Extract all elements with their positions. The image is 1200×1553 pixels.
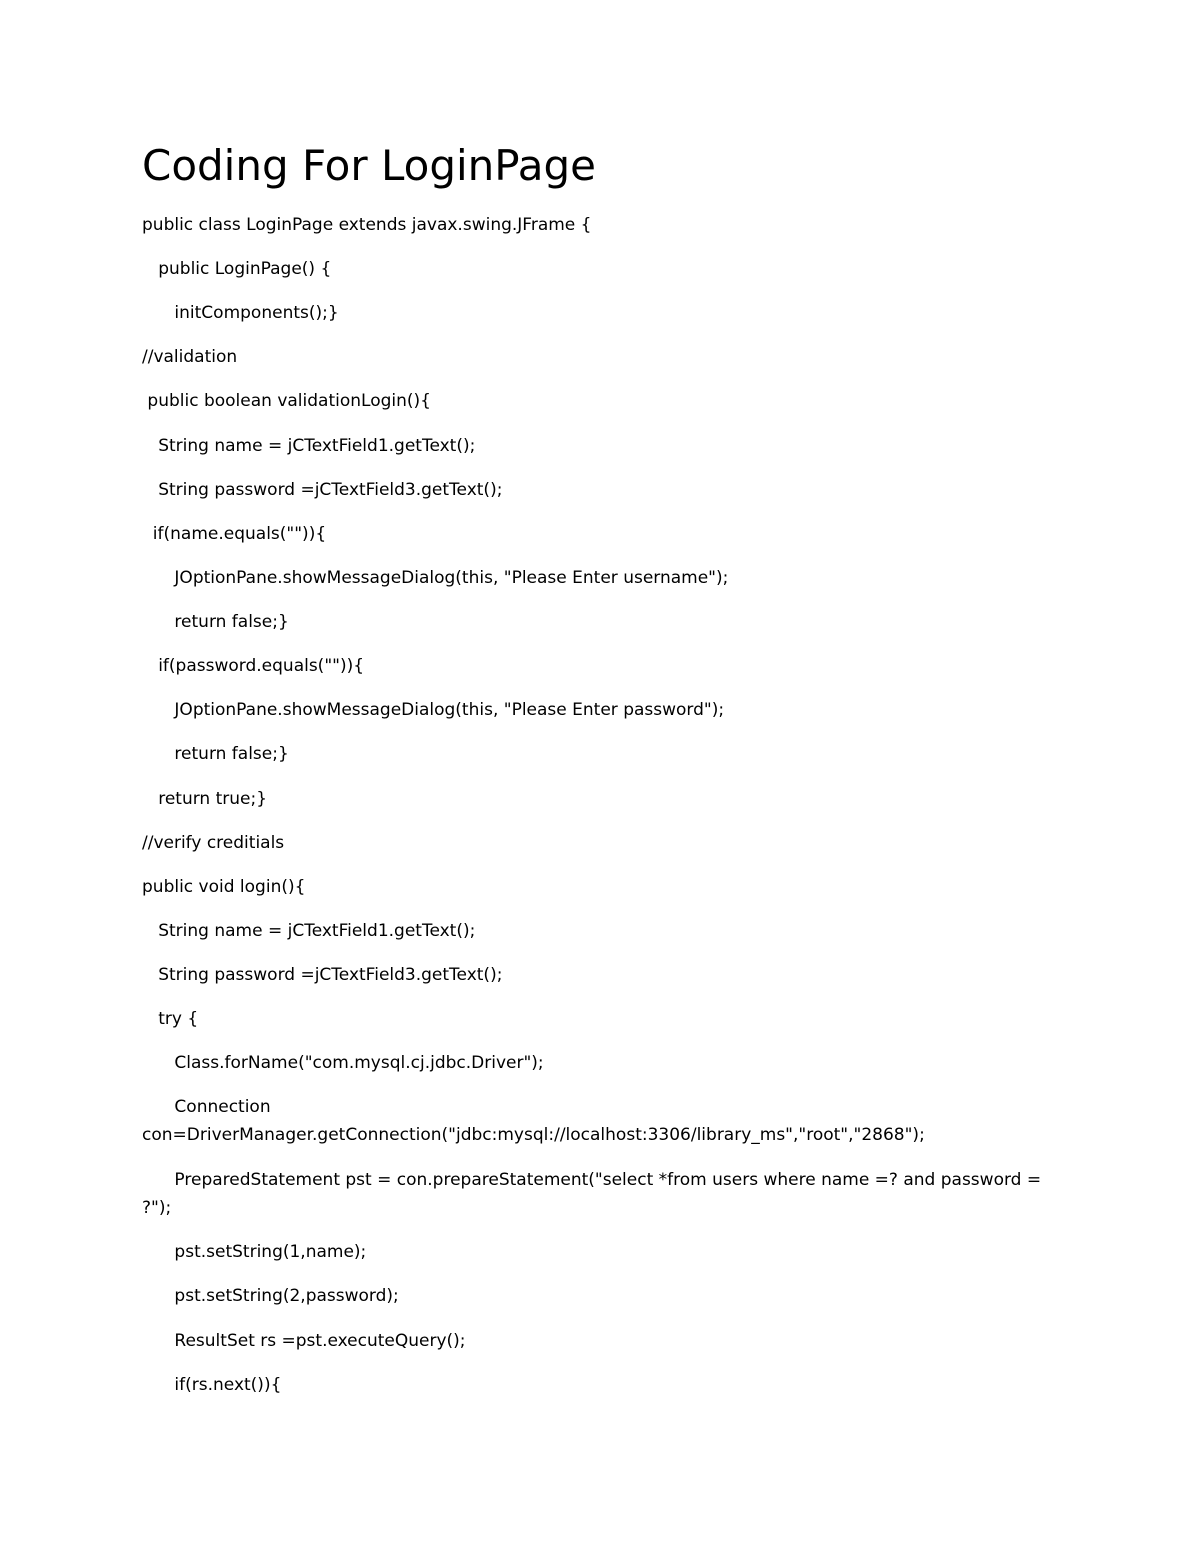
- code-line: con=DriverManager.getConnection("jdbc:mysql://localhost:3306/library_ms","root","2868");: [142, 1125, 925, 1145]
- code-line: public class LoginPage extends javax.swing.JFrame {: [142, 215, 592, 235]
- code-line: pst.setString(2,password);: [142, 1286, 399, 1306]
- code-line: public void login(){: [142, 877, 306, 897]
- code-line: ?");: [142, 1198, 172, 1218]
- code-line: PreparedStatement pst = con.prepareStatement("select *from users where name =? and password =: [142, 1170, 1042, 1190]
- code-line: public boolean validationLogin(){: [142, 391, 431, 411]
- code-line: String name = jCTextField1.getText();: [142, 921, 476, 941]
- code-line: if(password.equals("")){: [142, 656, 365, 676]
- code-line: public LoginPage() {: [142, 259, 332, 279]
- code-line: return false;}: [142, 744, 289, 764]
- code-line: JOptionPane.showMessageDialog(this, "Please Enter username");: [142, 568, 729, 588]
- code-line: ResultSet rs =pst.executeQuery();: [142, 1331, 466, 1351]
- code-line: if(name.equals("")){: [142, 524, 327, 544]
- code-line: if(rs.next()){: [142, 1375, 282, 1395]
- code-line: initComponents();}: [142, 303, 339, 323]
- code-comment: //verify creditials: [142, 833, 285, 853]
- code-line: try {: [142, 1009, 199, 1029]
- code-line: return true;}: [142, 789, 268, 809]
- code-line: return false;}: [142, 612, 289, 632]
- code-line: String password =jCTextField3.getText();: [142, 965, 503, 985]
- code-line: String password =jCTextField3.getText();: [142, 480, 503, 500]
- code-comment: //validation: [142, 347, 238, 367]
- page-title: Coding For LoginPage: [142, 141, 596, 190]
- code-line: String name = jCTextField1.getText();: [142, 436, 476, 456]
- code-line: Class.forName("com.mysql.cj.jdbc.Driver");: [142, 1053, 544, 1073]
- code-line: Connection: [142, 1097, 271, 1117]
- code-line: JOptionPane.showMessageDialog(this, "Please Enter password");: [142, 700, 725, 720]
- code-line: pst.setString(1,name);: [142, 1242, 367, 1262]
